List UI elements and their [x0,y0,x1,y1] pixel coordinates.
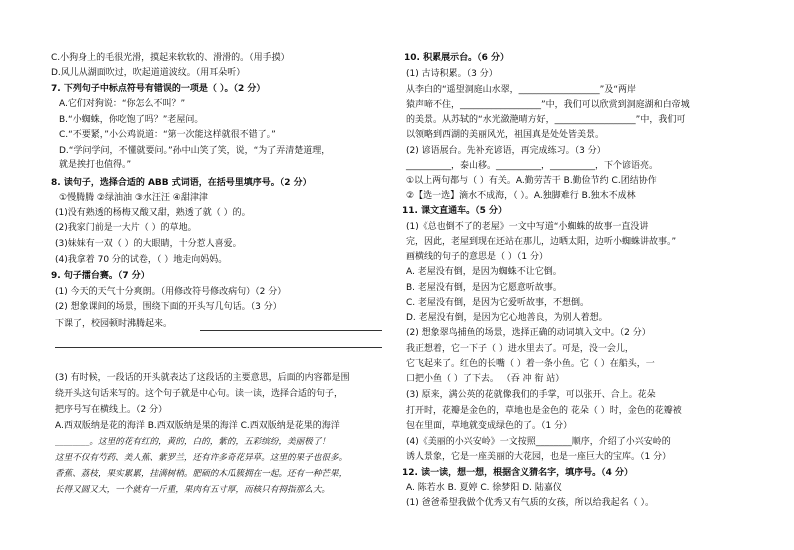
option-line: C. 老屋没有倒，是因为它爱听故事，不想倒。 [406,298,590,308]
question-title: 9. 句子擂台赛。（7 分） [51,271,150,281]
text-line: 猿声啼不住，__________________”中，我们可以欣赏到洞庭湖和白帝城 [406,100,690,110]
text-line: 完，因此，老屋到现在还站在那儿，边晒太阳，边听小蜘蛛讲故事。” [406,237,677,247]
text-line: (1)没有熟透的杨梅又酸又甜，熟透了就（ ）的。 [55,208,251,218]
text-line: ②【选一选】滴水不成海，（ ）。A.独脚难行 B.独木不成林 [406,191,636,201]
question-title: 8. 读句子，选择合适的 ABB 式词语，在括号里填序号。（2 分） [51,178,312,188]
text-line: (1) 今天的天气十分爽朗。（用修改符号修改病句）（2 分） [55,287,287,297]
option-line: C.“不要紧，”小公鸡说道：“第一次能这样就很不错了。” [59,130,276,140]
text-line: 下课了，校园顿时沸腾起来。 [55,319,173,329]
text-line: (2) 想象课间的场景，围绕下面的开头写几句话。（3 分） [55,302,282,312]
question-title: 7. 下列句子中标点符号有错误的一项是（ ）。（2 分） [51,84,266,94]
text-line: (1) 爸爸希望我做个优秀又有气质的女孩，所以给我起名（ ）。 [406,498,654,508]
text-line: (2)我家门前是一大片（ ）的草地。 [55,223,197,233]
text-line: 它飞起来了。红色的长嘴（ ）着一条小鱼。它（ ）在船头，一 [406,359,655,369]
text-line: 把序号写在横线上。（2 分） [55,405,168,415]
answer-line[interactable] [55,347,382,348]
option-line: B. 老屋没有倒，是因为它愿意听故事。 [406,283,562,293]
question-title: 11. 课文直通车。（5 分） [402,206,507,216]
passage-line: 长得又圆又大，一个就有一斤重，果肉有五寸厚，而核只有拇指那么大。 [55,485,331,495]
text-line: 包在里面，草地就变成绿色的了。（1 分） [406,421,573,431]
text-line: (2) 谚语展台。先补充谚语，再完成练习。（3 分） [406,146,606,156]
question-title: 10. 积累展示台。（6 分） [404,53,509,63]
passage-line: 香蕉、荔枝，果实累累，挂满树梢。肥硕的木瓜簇拥在一起。还有一种芒果， [55,469,348,479]
text-line: (4)《美丽的小兴安岭》一文按照________顺序，介绍了小兴安岭的 [406,437,671,447]
option-line: A. 陈若水 B. 夏婷 C. 徐梦阳 D. 陆嘉仪 [406,483,562,493]
text-line: 我正想着，它一下子（ ）进水里去了。可是，没一会儿， [406,344,634,354]
option-line: A.西双版纳是花的海洋 B.西双版纳是果的海洋 C.西双版纳是花果的海洋 [55,421,340,431]
option-line: D. 老屋没有倒，是因为它心地善良，为别人着想。 [406,313,608,323]
text-line: 从李白的“遥望洞庭山水翠，__________________”及“两岸 [406,85,636,95]
text-line: C.小狗身上的毛很光滑，摸起来软软的、滑滑的。（用手摸） [51,53,290,63]
option-line: D.“学问学问，不懂就要问。”孙中山笑了笑，说，“为了弄清楚道理， [59,146,331,156]
text-line: ①以上两句都与（ ）有关。A.勤劳苦干 B.勤俭节约 C.团结协作 [406,176,657,186]
text-line: D.风儿从湖面吹过，吹起道道波纹。（用耳朵听） [51,68,246,78]
text-line: (3) 有时候，一段话的开头就表达了这段话的主要意思，后面的内容都是围 [55,373,350,383]
text-line: 的美景。从苏轼的“水光潋滟晴方好，__________________”中，我们可 [406,115,686,125]
text-line: (3)妹妹有一双（ ）的大眼睛，十分惹人喜爱。 [55,239,242,249]
option-line: 就是挨打也值得。” [59,160,132,170]
text-line: 以领略到西湖的美丽风光，祖国真是处处皆美景。 [406,130,605,140]
question-title: 12. 读一读，想一想，根据含义猜名字，填序号。（4 分） [402,468,633,478]
option-line: A.它们对狗说：“你怎么不叫？” [59,99,186,109]
passage-line: 这里不仅有芍药、美人蕉、紫罗兰，还有许多奇花异草。这里的果子也很多。 [55,453,348,463]
passage-line: ________。这里的花有红的，黄的，白的，紫的，五彩缤纷，美丽极了！ [55,437,331,447]
text-line: 绕开头这句话来写的。这个句子就是中心句。读一读，选择合适的句子， [55,389,344,399]
word-bank: ①慢腾腾 ②绿油油 ③水汪汪 ④甜津津 [59,193,208,203]
text-line: 画横线的句子的意思是（ ）（1 分） [406,252,548,262]
option-line: B.“小蜘蛛，你吃饱了吗？”老屋问。 [59,115,204,125]
text-line: 口把小鱼（ ）了下去。 （吞 冲 衔 站） [406,374,565,384]
text-line: __________，泰山移。__________，__________，下个谚语亮。 [406,161,659,171]
text-line: 打开时，花瓣是金色的，草地也是金色的 花朵（ ）时，金色的花瓣被 [406,406,682,416]
text-line: (4)我拿着 70 分的试卷，（ ）地走向妈妈。 [55,255,228,265]
option-line: A. 老屋没有倒，是因为蜘蛛不让它倒。 [406,267,562,277]
text-line: (2) 想象翠鸟捕鱼的场景，选择正确的动词填入文中。（2 分） [406,328,651,338]
text-line: 诱人景象，它是一座美丽的大花园，也是一座巨大的宝库。（1 分） [406,452,672,462]
answer-line[interactable] [200,330,382,331]
text-line: (1) 古诗积累。（3 分） [406,69,498,79]
text-line: (3) 原来，满公英的花就像我们的手掌，可以张开、合上。花朵 [406,390,656,400]
text-line: (1)《总也倒不了的老屋》一文中写道“小蜘蛛的故事一直没讲 [406,222,649,232]
